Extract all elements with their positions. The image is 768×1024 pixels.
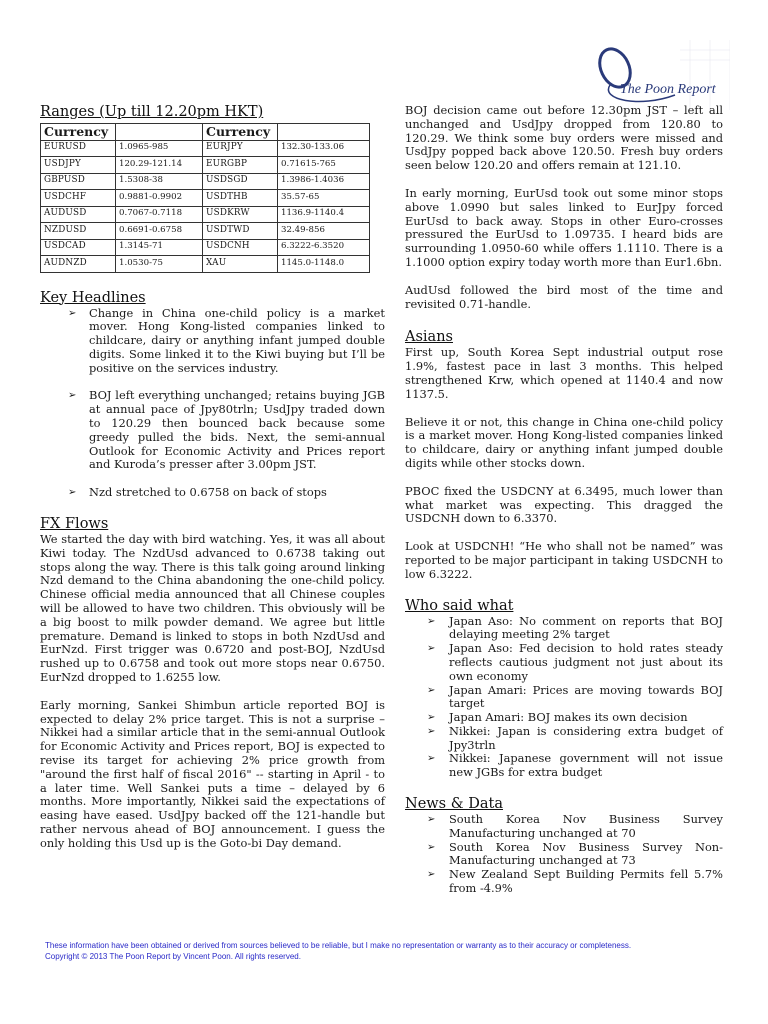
range-cell: 1.0965-985 xyxy=(116,140,203,157)
list-item: ➢ BOJ left everything unchanged; retains buying JGB at annual pace of Jpy80trln; UsdJpy traded down to 120.29 then bounced back because some greedy pulled the bids. Next, the semi-annual Outlook for Economic Activity and Prices report and Kuroda’s presser after 3.00pm JST. xyxy=(68,388,385,472)
pair-cell: USDCAD xyxy=(41,239,116,256)
list-item: ➢ Japan Amari: BOJ makes its own decision xyxy=(427,710,688,725)
list-item: ➢ Nzd stretched to 0.6758 on back of stops xyxy=(68,485,327,500)
arrow-bullet-icon: ➢ xyxy=(427,712,436,724)
header-currency: Currency xyxy=(41,124,116,141)
arrow-bullet-icon: ➢ xyxy=(68,307,77,319)
pair-cell: USDJPY xyxy=(41,157,116,174)
audusd-paragraph: AudUsd followed the bird most of the time and revisited 0.71-handle. xyxy=(405,282,723,311)
list-item: ➢ Japan Aso: Fed decision to hold rates steady reflects cautious judgment not just about its own economy xyxy=(427,641,723,683)
list-item: ➢ South Korea Nov Business Survey Non-Manufacturing unchanged at 73 xyxy=(427,839,723,868)
arrow-bullet-icon: ➢ xyxy=(427,753,436,765)
arrow-bullet-icon: ➢ xyxy=(427,643,436,655)
key-headlines-title: Key Headlines xyxy=(40,289,146,306)
pair-cell: EURUSD xyxy=(41,140,116,157)
who-said-what-list xyxy=(405,615,723,781)
range-cell: 6.3222-6.3520 xyxy=(278,239,370,256)
eurusd-paragraph: In early morning, EurUsd took out some minor stops above 1.0990 but sales linked to EurJpy forced EurUsd to back away. Stops in other Euro-crosses pressured the EurUsd to 1.09735. I heard bids are surrounding 1.0950-60 while offers 1.1110. There is a 1.1000 option expiry today worth more than Eur1.6bn. xyxy=(405,185,723,269)
pair-cell: USDCHF xyxy=(41,190,116,207)
list-item: ➢ New Zealand Sept Building Permits fell 5.7% from -4.9% xyxy=(427,867,723,896)
arrow-bullet-icon: ➢ xyxy=(427,814,436,826)
range-cell: 0.6691-0.6758 xyxy=(116,223,203,240)
pair-cell: USDCNH xyxy=(203,239,278,256)
fx-flows-paragraph: Early morning, Sankei Shimbun article reported BOJ is expected to delay 2% price target. This is not a surprise – Nikkei had a similar article that in the semi-annual Outlook for Economic Activity and Prices report, BOJ is expected to revise its target for achieving 2% price growth from "around the first half of fiscal 2016" -- starting in April - to a later time. Well Sankei puts a time – delayed by 6 months. More importantly, Nikkei said the expectations of easing have eased. UsdJpy backed off the 121-handle but rather nervous ahead of BOJ announcement. I guess the only holding this Usd up is the Goto-bi Day demand. xyxy=(40,697,385,850)
table-row xyxy=(41,190,370,207)
pair-cell: AUDNZD xyxy=(41,256,116,273)
table-row xyxy=(41,223,370,240)
header-currency: Currency xyxy=(203,124,278,141)
pair-cell: USDKRW xyxy=(203,206,278,223)
news-data-list xyxy=(405,813,723,896)
range-cell: 1.3986-1.4036 xyxy=(278,173,370,190)
fx-flows-paragraph: We started the day with bird watching. Yes, it was all about Kiwi today. The NzdUsd advanced to 0.6738 taking out stops along the way. There is this talk going around linking Nzd demand to the China abandoning the one-child policy. Chinese official media announced that all Chinese couples will be allowed to have two children. This obviously will be a big boost to milk powder demand. We agree but little premature. Demand is linked to stops in both NzdUsd and EurNzd. First trigger was 0.6720 and post-BOJ, NzdUsd rushed up to 0.6758 and took out more stops near 0.6750. EurNzd dropped to 1.6255 low. xyxy=(40,532,385,685)
list-item: ➢ Japan Amari: Prices are moving towards BOJ target xyxy=(427,682,723,711)
arrow-bullet-icon: ➢ xyxy=(427,615,436,627)
asians-paragraph: Look at USDCNH! “He who shall not be named” was reported to be major participant in taking USDCNH to low 6.3222. xyxy=(405,539,723,581)
ranges-header-row xyxy=(41,124,370,141)
list-item: ➢ South Korea Nov Business Survey Manufacturing unchanged at 70 xyxy=(427,812,723,840)
range-cell: 1145.0-1148.0 xyxy=(278,256,370,273)
list-item: ➢ Nikkei: Japan is considering extra budget of Jpy3trln xyxy=(427,723,723,752)
ranges-table xyxy=(40,123,370,273)
range-cell: 32.49-856 xyxy=(278,223,370,240)
boj-paragraph: BOJ decision came out before 12.30pm JST – left all unchanged and UsdJpy dropped from 120.80 to 120.29. We think some buy orders were missed and UsdJpy popped back above 120.50. Fresh buy orders seen below 120.20 and offers remain at 121.10. xyxy=(405,103,723,173)
table-row xyxy=(41,140,370,157)
table-row xyxy=(41,239,370,256)
arrow-bullet-icon: ➢ xyxy=(427,841,436,853)
range-cell: 1136.9-1140.4 xyxy=(278,206,370,223)
pair-cell: USDTWD xyxy=(203,223,278,240)
list-item: ➢ Nikkei: Japanese government will not issue new JGBs for extra budget xyxy=(427,751,723,780)
list-item: ➢ Japan Aso: No comment on reports that BOJ delaying meeting 2% target xyxy=(427,613,723,642)
footer xyxy=(45,940,735,962)
arrow-bullet-icon: ➢ xyxy=(427,725,436,737)
news-data-title: News & Data xyxy=(405,796,503,813)
copyright-text: Copyright © 2013 The Poon Report by Vincent Poon. All rights reserved. xyxy=(45,952,301,961)
arrow-bullet-icon: ➢ xyxy=(68,390,77,402)
table-row xyxy=(41,256,370,273)
range-cell: 120.29-121.14 xyxy=(116,157,203,174)
pair-cell: EURGBP xyxy=(203,157,278,174)
pair-cell: USDTHB xyxy=(203,190,278,207)
range-cell: 0.7067-0.7118 xyxy=(116,206,203,223)
list-item: ➢ Change in China one-child policy is a market mover. Hong Kong-listed companies linked to childcare, dairy or anything infant jumped double digits. Some linked it to the Kiwi buying but I’ll be positive on the services industry. xyxy=(68,305,385,375)
header-range xyxy=(278,124,370,141)
pair-cell: USDSGD xyxy=(203,173,278,190)
range-cell: 1.3145-71 xyxy=(116,239,203,256)
asians-title: Asians xyxy=(405,329,453,346)
arrow-bullet-icon: ➢ xyxy=(427,869,436,881)
range-cell: 0.9881-0.9902 xyxy=(116,190,203,207)
table-row xyxy=(41,157,370,174)
range-cell: 35.57-65 xyxy=(278,190,370,207)
left-column xyxy=(40,104,385,851)
arrow-bullet-icon: ➢ xyxy=(427,684,436,696)
brand-name: The Poon Report xyxy=(620,82,716,97)
arrow-bullet-icon: ➢ xyxy=(68,487,77,499)
disclaimer-text: These information have been obtained or derived from sources believed to be reliable, but I make no representation or warranty as to their accuracy or completeness. xyxy=(45,941,632,950)
ranges-title: Ranges (Up till 12.20pm HKT) xyxy=(40,104,264,120)
asians-paragraph: First up, South Korea Sept industrial output rose 1.9%, fastest pace in last 3 months. This helped strengthened Krw, which opened at 1140.4 and now 1137.5. xyxy=(405,345,723,401)
key-headlines-list xyxy=(40,307,385,501)
range-cell: 0.71615-765 xyxy=(278,157,370,174)
range-cell: 1.0530-75 xyxy=(116,256,203,273)
right-column xyxy=(405,104,723,896)
who-said-what-title: Who said what xyxy=(405,597,514,614)
pair-cell: GBPUSD xyxy=(41,173,116,190)
range-cell: 1.5308-38 xyxy=(116,173,203,190)
table-row xyxy=(41,206,370,223)
pair-cell: AUDUSD xyxy=(41,206,116,223)
poon-report-logo-icon xyxy=(580,40,730,110)
pair-cell: EURJPY xyxy=(203,140,278,157)
pair-cell: XAU xyxy=(203,256,278,273)
pair-cell: NZDUSD xyxy=(41,223,116,240)
header-range xyxy=(116,124,203,141)
fx-flows-title: FX Flows xyxy=(40,516,109,533)
range-cell: 132.30-133.06 xyxy=(278,140,370,157)
table-row xyxy=(41,173,370,190)
asians-paragraph: Believe it or not, this change in China one-child policy is a market mover. Hong Kong-listed companies linked to childcare, dairy or anything infant jumped double digits while other stocks down. xyxy=(405,414,723,470)
asians-paragraph: PBOC fixed the USDCNY at 6.3495, much lower than what market was expecting. This dragged the USDCNH down to 6.3370. xyxy=(405,483,723,526)
